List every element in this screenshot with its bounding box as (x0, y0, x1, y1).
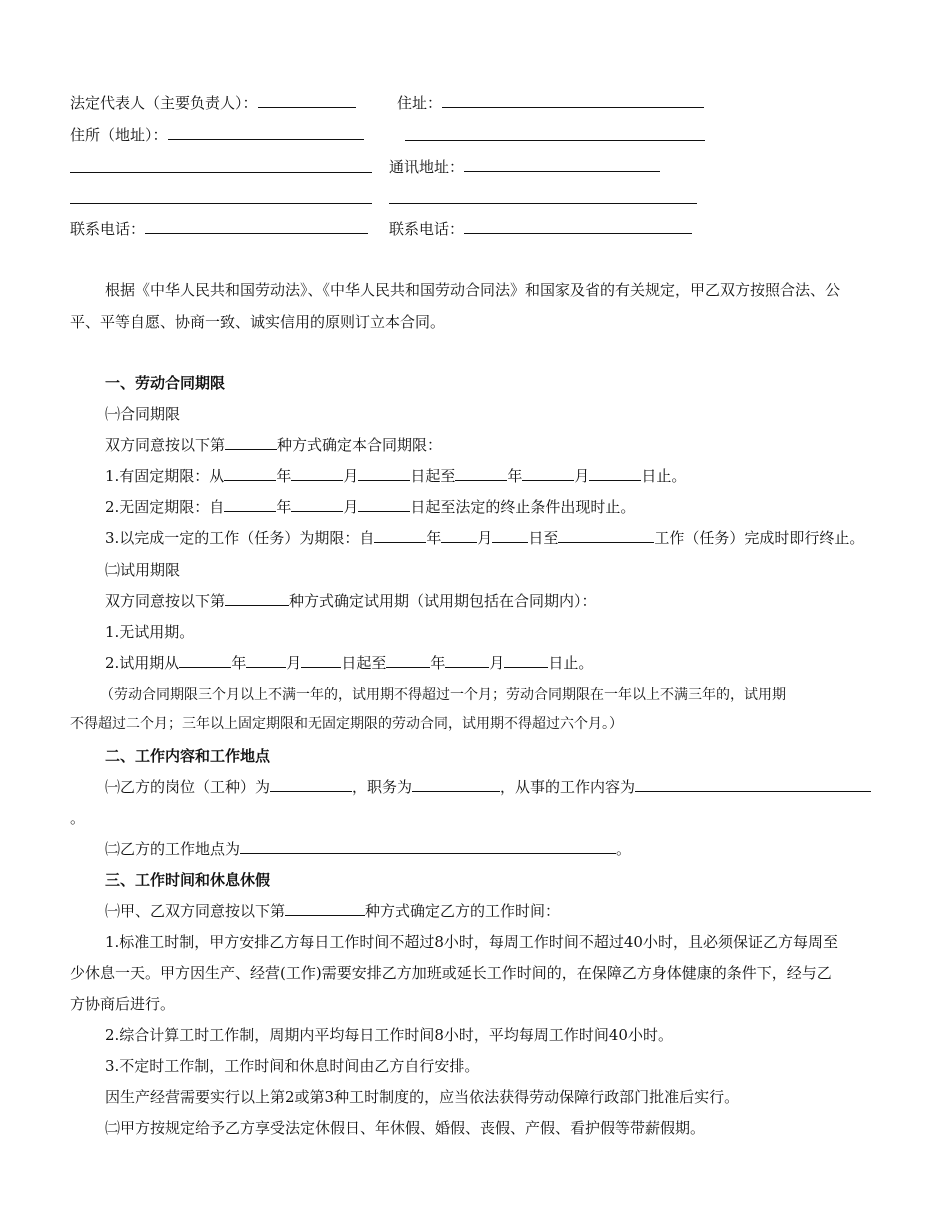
probation-start-month-blank[interactable] (246, 653, 286, 668)
post-row-end: 。 (70, 809, 86, 827)
probation-end-month-blank[interactable] (445, 653, 489, 668)
probation-end-year-blank[interactable] (386, 653, 430, 668)
domicile-row (70, 125, 364, 145)
probation-method-text-2: 种方式确定试用期（试用期包括在合同期内）： (289, 592, 597, 610)
hours-method-blank[interactable] (285, 901, 365, 916)
month-label: 月 (343, 498, 359, 516)
probation-from-label: 2.试用期从 (105, 654, 180, 672)
term-method-row (105, 435, 442, 455)
term-method-blank[interactable] (225, 435, 277, 450)
month-label: 月 (286, 654, 302, 672)
paid-holidays: ㈡甲方按规定给予乙方享受法定休假日、年休假、婚假、丧假、产假、看护假等带薪假期。 (105, 1119, 706, 1137)
residence-row (397, 93, 704, 113)
term-method-text-2: 种方式确定本合同期限： (277, 436, 443, 454)
section-1-title: 一、劳动合同期限 (105, 374, 226, 392)
fixed-end-month-blank[interactable] (522, 466, 574, 481)
standard-hours-line-3: 方协商后进行。 (70, 995, 176, 1013)
post-row (105, 777, 871, 797)
work-place-end: 。 (616, 840, 632, 858)
work-place-label: ㈡乙方的工作地点为 (105, 840, 241, 858)
from-to-label: 日起至 (341, 654, 387, 672)
domicile-blank-line-2[interactable] (70, 172, 372, 173)
residence-blank[interactable] (442, 93, 704, 108)
year-label: 年 (426, 529, 442, 547)
fixed-end-day-blank[interactable] (589, 466, 641, 481)
year-label: 年 (507, 467, 523, 485)
residence-label: 住址： (397, 94, 443, 112)
year-label: 年 (231, 654, 247, 672)
fixed-start-year-blank[interactable] (224, 466, 276, 481)
probation-method-blank[interactable] (225, 591, 289, 606)
term-method-text: 双方同意按以下第 (105, 436, 226, 454)
month-label: 月 (574, 467, 590, 485)
phone-label-right: 联系电话： (389, 220, 465, 238)
open-term-end: 日起至法定的终止条件出现时止。 (410, 498, 636, 516)
task-term-label: 3.以完成一定的工作（任务）为期限：自 (105, 529, 375, 547)
phone-row-right (389, 219, 692, 239)
probation-period-row (105, 653, 593, 673)
domicile-blank-line-3[interactable] (70, 203, 372, 204)
mailing-address-label: 通讯地址： (389, 158, 465, 176)
year-label: 年 (276, 467, 292, 485)
mailing-address-blank[interactable] (464, 157, 660, 172)
post-blank[interactable] (270, 777, 352, 792)
task-year-blank[interactable] (374, 528, 426, 543)
legal-rep-blank[interactable] (258, 93, 356, 108)
task-term-row (105, 528, 864, 548)
preamble-line-2: 平、平等自愿、协商一致、诚实信用的原则订立本合同。 (70, 313, 446, 331)
work-content-blank[interactable] (635, 777, 871, 792)
probation-method-text: 双方同意按以下第 (105, 592, 226, 610)
probation-start-day-blank[interactable] (301, 653, 341, 668)
phone-row-left (70, 219, 368, 239)
probation-subtitle: ㈡试用期限 (105, 561, 181, 579)
day-to-label: 日至 (528, 529, 559, 547)
section-2-title: 二、工作内容和工作地点 (105, 747, 271, 765)
task-day-blank[interactable] (492, 528, 528, 543)
preamble-line-1: 根据《中华人民共和国劳动法》、《中华人民共和国劳动合同法》和国家及省的有关规定，甲乙双方按照合法、公 (105, 281, 841, 299)
fixed-start-month-blank[interactable] (291, 466, 343, 481)
probation-end-day-blank[interactable] (504, 653, 548, 668)
work-content-label: ，从事的工作内容为 (500, 778, 636, 796)
open-term-label: 2.无固定期限：自 (105, 498, 225, 516)
from-to-label: 日起至 (410, 467, 456, 485)
probation-note-line-1: （劳动合同期限三个月以上不满一年的，试用期不得超过一个月；劳动合同期限在一年以上不满三年的，试用期 (100, 687, 786, 703)
task-blank[interactable] (558, 528, 654, 543)
month-label: 月 (343, 467, 359, 485)
end-label: 日止。 (641, 467, 687, 485)
mailing-address-row (389, 157, 660, 177)
domicile-blank[interactable] (168, 125, 364, 140)
probation-note-line-2: 不得超过二个月；三年以上固定期限和无固定期限的劳动合同，试用期不得超过六个月。） (70, 716, 623, 732)
hours-method-row (105, 901, 560, 921)
approval-note: 因生产经营需要实行以上第2或第3种工时制度的，应当依法获得劳动保障行政部门批准后实行。 (105, 1088, 740, 1106)
task-term-end: 工作（任务）完成时即行终止。 (654, 529, 865, 547)
section-3-title: 三、工作时间和休息休假 (105, 871, 271, 889)
probation-start-year-blank[interactable] (179, 653, 231, 668)
residence-blank-line-2[interactable] (405, 140, 705, 141)
standard-hours-line-2: 少休息一天。甲方因生产、经营(工作)需要安排乙方加班或延长工作时间的，在保障乙方身体健康的条件下，经与乙 (70, 964, 832, 982)
month-label: 月 (477, 529, 493, 547)
standard-hours-line-1: 1.标准工时制，甲方安排乙方每日工作时间不超过8小时，每周工作时间不超过40小时，且必须保证乙方每周至 (105, 933, 838, 951)
fixed-start-day-blank[interactable] (358, 466, 410, 481)
hours-method-text-2: 种方式确定乙方的工作时间： (365, 902, 561, 920)
phone-blank-left[interactable] (145, 219, 368, 234)
month-label: 月 (489, 654, 505, 672)
year-label: 年 (276, 498, 292, 516)
open-month-blank[interactable] (291, 497, 343, 512)
open-year-blank[interactable] (224, 497, 276, 512)
probation-method-row (105, 591, 597, 611)
no-probation: 1.无试用期。 (105, 623, 195, 641)
open-day-blank[interactable] (358, 497, 410, 512)
post-label: ㈠乙方的岗位（工种）为 (105, 778, 271, 796)
legal-rep-label: 法定代表人（主要负责人）： (70, 94, 258, 112)
open-term-row (105, 497, 635, 517)
phone-label-left: 联系电话： (70, 220, 146, 238)
title-blank[interactable] (412, 777, 500, 792)
comprehensive-hours: 2.综合计算工时工作制，周期内平均每日工作时间8小时，平均每周工作时间40小时。 (105, 1026, 673, 1044)
hours-method-text: ㈠甲、乙双方同意按以下第 (105, 902, 286, 920)
phone-blank-right[interactable] (464, 219, 692, 234)
fixed-term-label: 1.有固定期限：从 (105, 467, 225, 485)
work-place-row (105, 839, 631, 859)
end-label: 日止。 (548, 654, 594, 672)
domicile-label: 住所（地址）： (70, 126, 168, 144)
work-place-blank[interactable] (240, 839, 616, 854)
task-month-blank[interactable] (441, 528, 477, 543)
contract-term-subtitle: ㈠合同期限 (105, 405, 181, 423)
fixed-term-row (105, 466, 686, 486)
year-label: 年 (430, 654, 446, 672)
flexible-hours: 3.不定时工作制，工作时间和休息时间由乙方自行安排。 (105, 1057, 480, 1075)
title-label: ，职务为 (352, 778, 413, 796)
legal-rep-row (70, 93, 356, 113)
fixed-end-year-blank[interactable] (455, 466, 507, 481)
mailing-address-blank-line-2[interactable] (389, 203, 697, 204)
